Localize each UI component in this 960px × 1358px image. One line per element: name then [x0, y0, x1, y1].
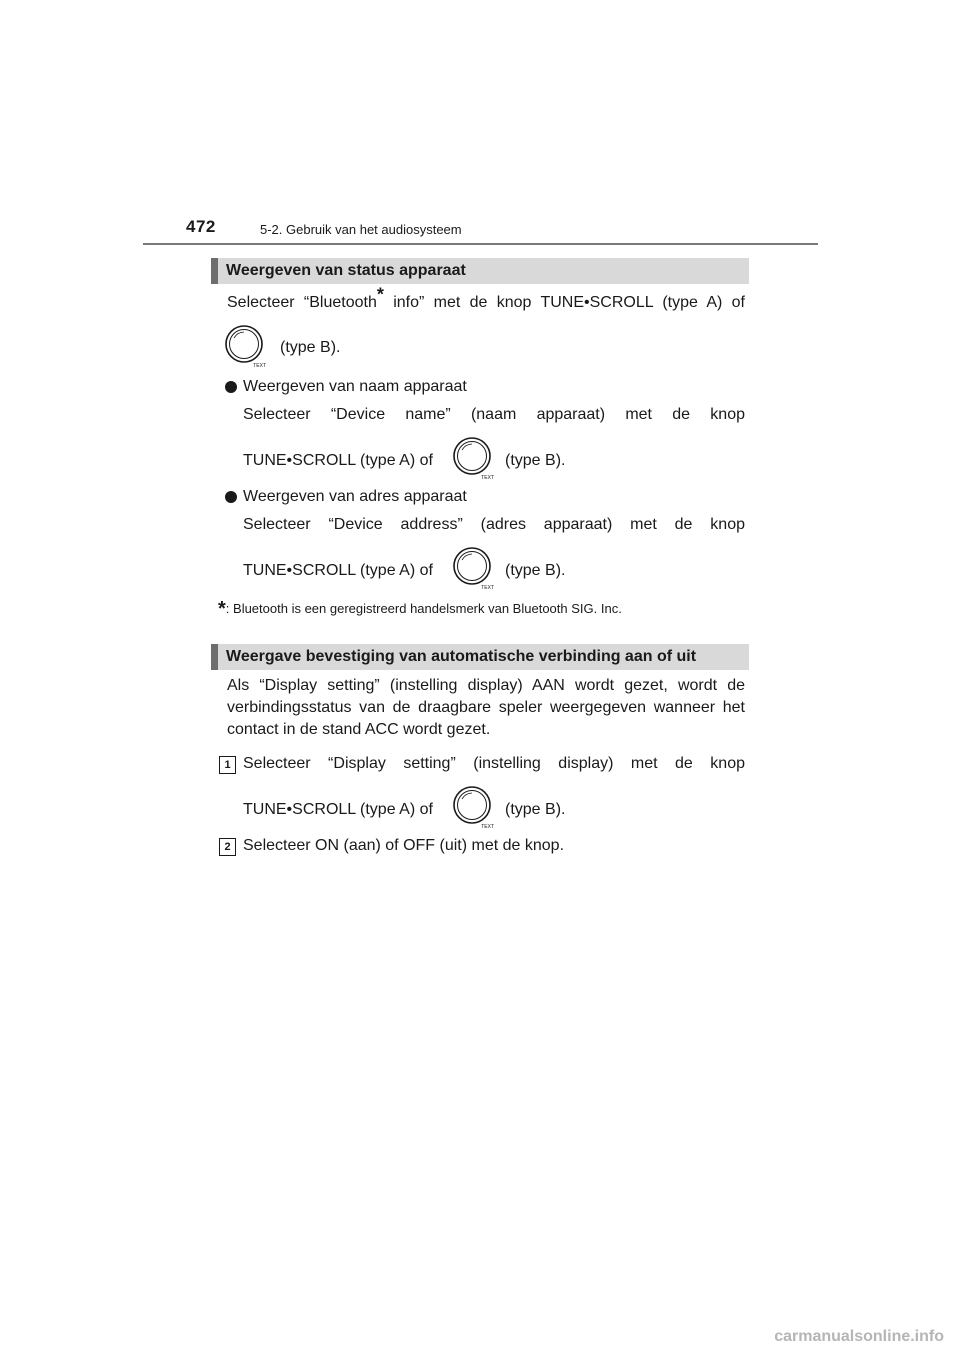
- step-instruction: TUNE•SCROLL (type A) of: [243, 801, 433, 818]
- svg-text:TEXT: TEXT: [481, 585, 494, 590]
- step-instruction: Selecteer ON (aan) of OFF (uit) met de knop.: [243, 837, 565, 854]
- svg-text:TEXT: TEXT: [481, 475, 494, 480]
- type-b-label: (type B).: [505, 452, 566, 469]
- step-instruction: Selecteer “Display setting” (instelling display) met de knop: [243, 755, 745, 772]
- paragraph-line: contact in de stand ACC wordt gezet.: [227, 721, 491, 738]
- svg-text:TEXT: TEXT: [481, 824, 494, 829]
- type-b-label: (type B).: [505, 562, 566, 579]
- page-number: 472: [186, 217, 216, 236]
- step-number: 1: [219, 756, 236, 774]
- rotary-knob-icon: [224, 324, 268, 368]
- bullet-instruction: TUNE•SCROLL (type A) of: [243, 452, 433, 469]
- bullet-instruction: TUNE•SCROLL (type A) of: [243, 562, 433, 579]
- bullet-icon: [225, 381, 237, 393]
- bullet-instruction: Selecteer “Device name” (naam apparaat) met de knop: [243, 406, 745, 423]
- rotary-knob-icon: [452, 436, 496, 480]
- intro-line: Selecteer “Bluetooth* info” met de knop TUNE•SCROLL (type A) of: [227, 284, 745, 311]
- rotary-knob-icon: [452, 546, 496, 590]
- bullet-title: Weergeven van naam apparaat: [243, 378, 467, 395]
- watermark: carmanualsonline.info: [774, 1328, 944, 1345]
- rotary-knob-icon: [452, 785, 496, 829]
- section-heading-auto-connect: Weergave bevestiging van automatische verbinding aan of uit: [211, 644, 749, 670]
- paragraph-line: verbindingsstatus van de draagbare speler weergegeven wanneer het: [227, 699, 745, 716]
- section-heading-status: Weergeven van status apparaat: [211, 258, 749, 284]
- chapter-title: 5-2. Gebruik van het audiosysteem: [260, 222, 462, 237]
- type-b-label: (type B).: [505, 801, 566, 818]
- bullet-title: Weergeven van adres apparaat: [243, 488, 467, 505]
- bullet-icon: [225, 491, 237, 503]
- header-divider: [143, 243, 818, 245]
- type-b-label: (type B).: [280, 339, 341, 356]
- bullet-instruction: Selecteer “Device address” (adres apparaat) met de knop: [243, 516, 745, 533]
- paragraph-line: Als “Display setting” (instelling display) AAN wordt gezet, wordt de: [227, 677, 745, 694]
- step-number: 2: [219, 838, 236, 856]
- svg-text:TEXT: TEXT: [253, 363, 266, 368]
- footnote: *: Bluetooth is een geregistreerd handelsmerk van Bluetooth SIG. Inc.: [218, 598, 622, 620]
